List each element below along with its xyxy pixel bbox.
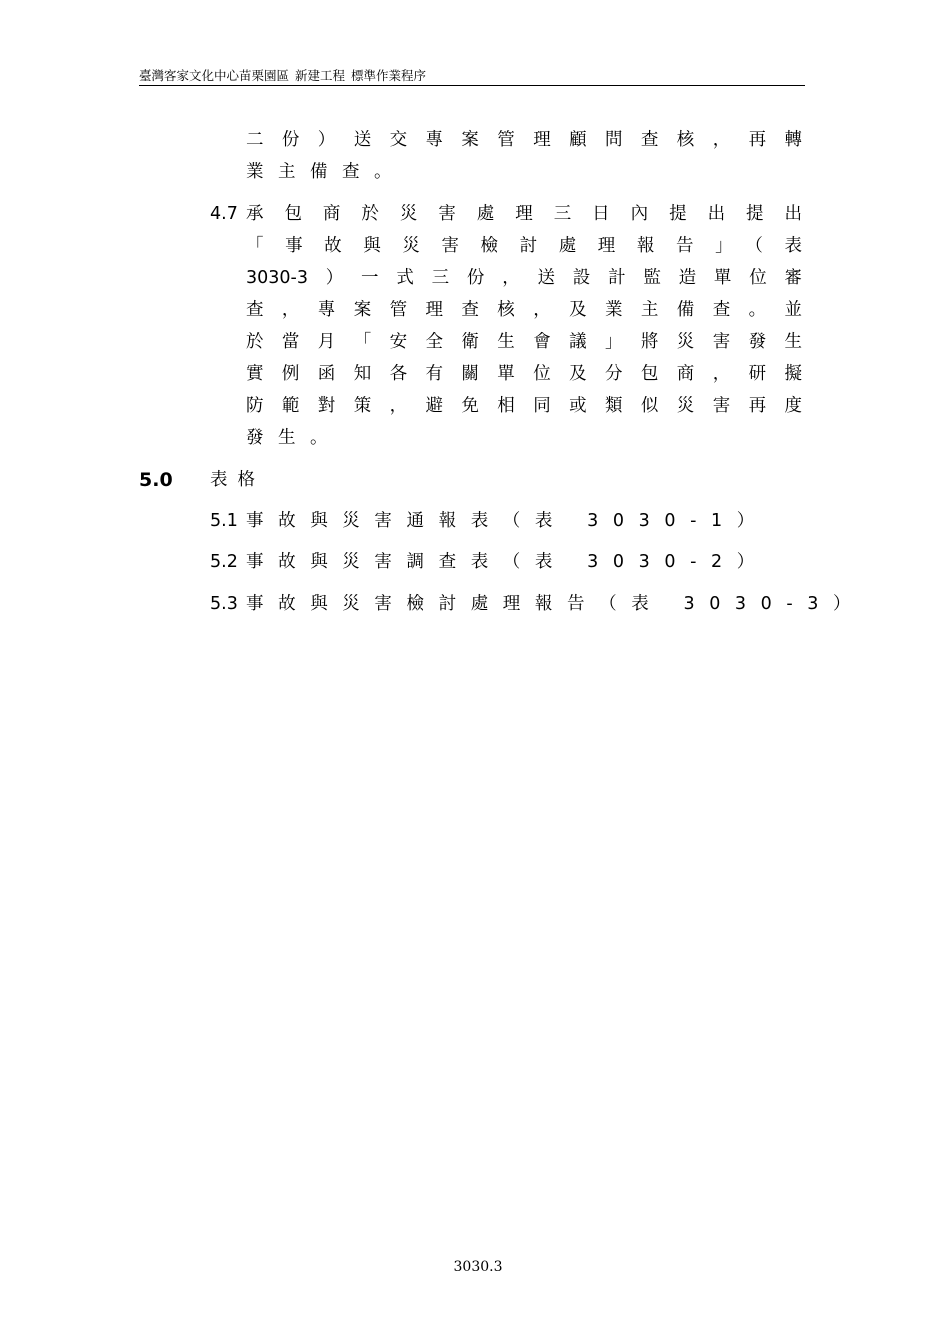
header-org: 臺灣客家文化中心苗栗園區 [139,68,290,83]
item-line: 承包商於災害處理三日內提出提出 [246,204,802,224]
item-line: 於當月「安全衛生會議」將災害發生 [246,332,802,352]
form-item: 事故與災害通報表（表 3030-1） [246,511,769,531]
item-line: 3030-3）一式三份，送設計監造單位審 [246,268,802,288]
continuation-line: 二份）送交專案管理顧問查核，再轉 [246,130,802,150]
form-item-number: 5.1 [210,511,238,531]
form-item: 事故與災害檢討處理報告（表 3030-3） [246,594,866,614]
item-number: 4.7 [210,204,238,224]
item-line: 實例函知各有關單位及分包商，研擬 [246,364,802,384]
form-item-number: 5.3 [210,594,238,614]
section-title: 表格 [210,470,265,490]
form-item-number: 5.2 [210,552,238,572]
page-header [139,66,805,86]
header-doc-type: 標準作業程序 [351,68,427,83]
section-number: 5.0 [139,469,173,491]
form-item: 事故與災害調查表（表 3030-2） [246,552,769,572]
header-project: 新建工程 [295,68,346,83]
item-line: 「事故與災害檢討處理報告」（表 [246,236,802,256]
page-number: 3030.3 [453,1259,503,1275]
continuation-line: 業主備查。 [246,162,406,182]
item-line: 防範對策，避免相同或類似災害再度 [246,396,802,416]
item-line: 發生。 [246,428,342,448]
item-line: 查，專案管理查核，及業主備查。並 [246,300,802,320]
